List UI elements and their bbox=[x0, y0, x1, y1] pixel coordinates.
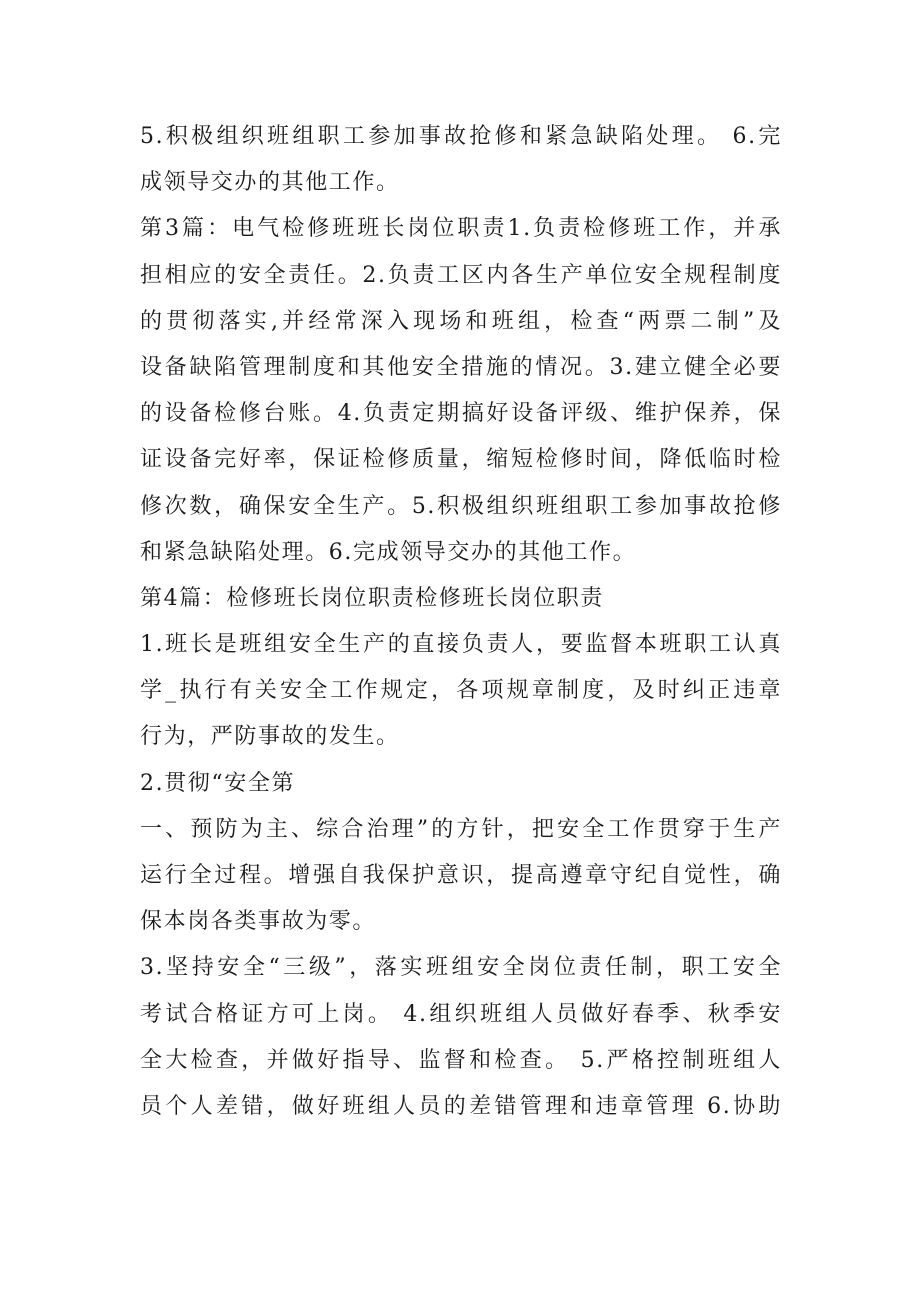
text-line-8: 证设备完好率，保证检修质量，缩短检修时间，降低临时检 bbox=[140, 447, 782, 473]
text-line-22: 员个人差错，做好班组人员的差错管理和违章管理 6.协助 bbox=[140, 1093, 782, 1119]
text-line-21: 全大检查，并做好指导、监督和检查。 5.严格控制班组人 bbox=[140, 1047, 782, 1073]
text-line-12: 1.班长是班组安全生产的直接负责人，要监督本班职工认真 bbox=[140, 632, 782, 658]
text-line-18: 保本岗各类事故为零。 bbox=[140, 909, 377, 935]
document-body bbox=[140, 114, 782, 1130]
text-line-16: 一、预防为主、综合治理”的方针，把安全工作贯穿于生产 bbox=[140, 816, 782, 842]
text-line-17: 运行全过程。增强自我保护意识，提高遵章守纪自觉性，确 bbox=[140, 863, 782, 888]
text-line-5: 的贯彻落实,并经常深入现场和班组，检查“两票二制”及 bbox=[140, 308, 782, 334]
text-line-13: 学_执行有关安全工作规定，各项规章制度，及时纠正违章 bbox=[140, 678, 782, 704]
text-line-3: 第3篇：电气检修班班长岗位职责1.负责检修班工作，并承 bbox=[140, 216, 782, 242]
text-line-4: 担相应的安全责任。2.负责工区内各生产单位安全规程制度 bbox=[140, 262, 782, 288]
text-line-11: 第4篇：检修班长岗位职责检修班长岗位职责 bbox=[140, 585, 604, 611]
text-line-20: 考试合格证方可上岗。 4.组织班组人员做好春季、秋季安 bbox=[140, 1001, 782, 1027]
text-line-2: 成领导交办的其他工作。 bbox=[140, 170, 400, 196]
text-line-14: 行为，严防事故的发生。 bbox=[140, 724, 400, 750]
text-line-1: 5.积极组织班组职工参加事故抢修和紧急缺陷处理。 6.完 bbox=[140, 124, 782, 149]
text-line-7: 的设备检修台账。4.负责定期搞好设备评级、维护保养，保 bbox=[140, 401, 782, 427]
text-line-10: 和紧急缺陷处理。6.完成领导交办的其他工作。 bbox=[140, 539, 637, 565]
text-line-15: 2.贯彻“安全第 bbox=[140, 770, 296, 796]
text-line-6: 设备缺陷管理制度和其他安全措施的情况。3.建立健全必要 bbox=[140, 354, 782, 380]
text-line-9: 修次数，确保安全生产。5.积极组织班组职工参加事故抢修 bbox=[140, 493, 782, 519]
text-line-19: 3.坚持安全“三级”，落实班组安全岗位责任制，职工安全 bbox=[140, 955, 782, 981]
